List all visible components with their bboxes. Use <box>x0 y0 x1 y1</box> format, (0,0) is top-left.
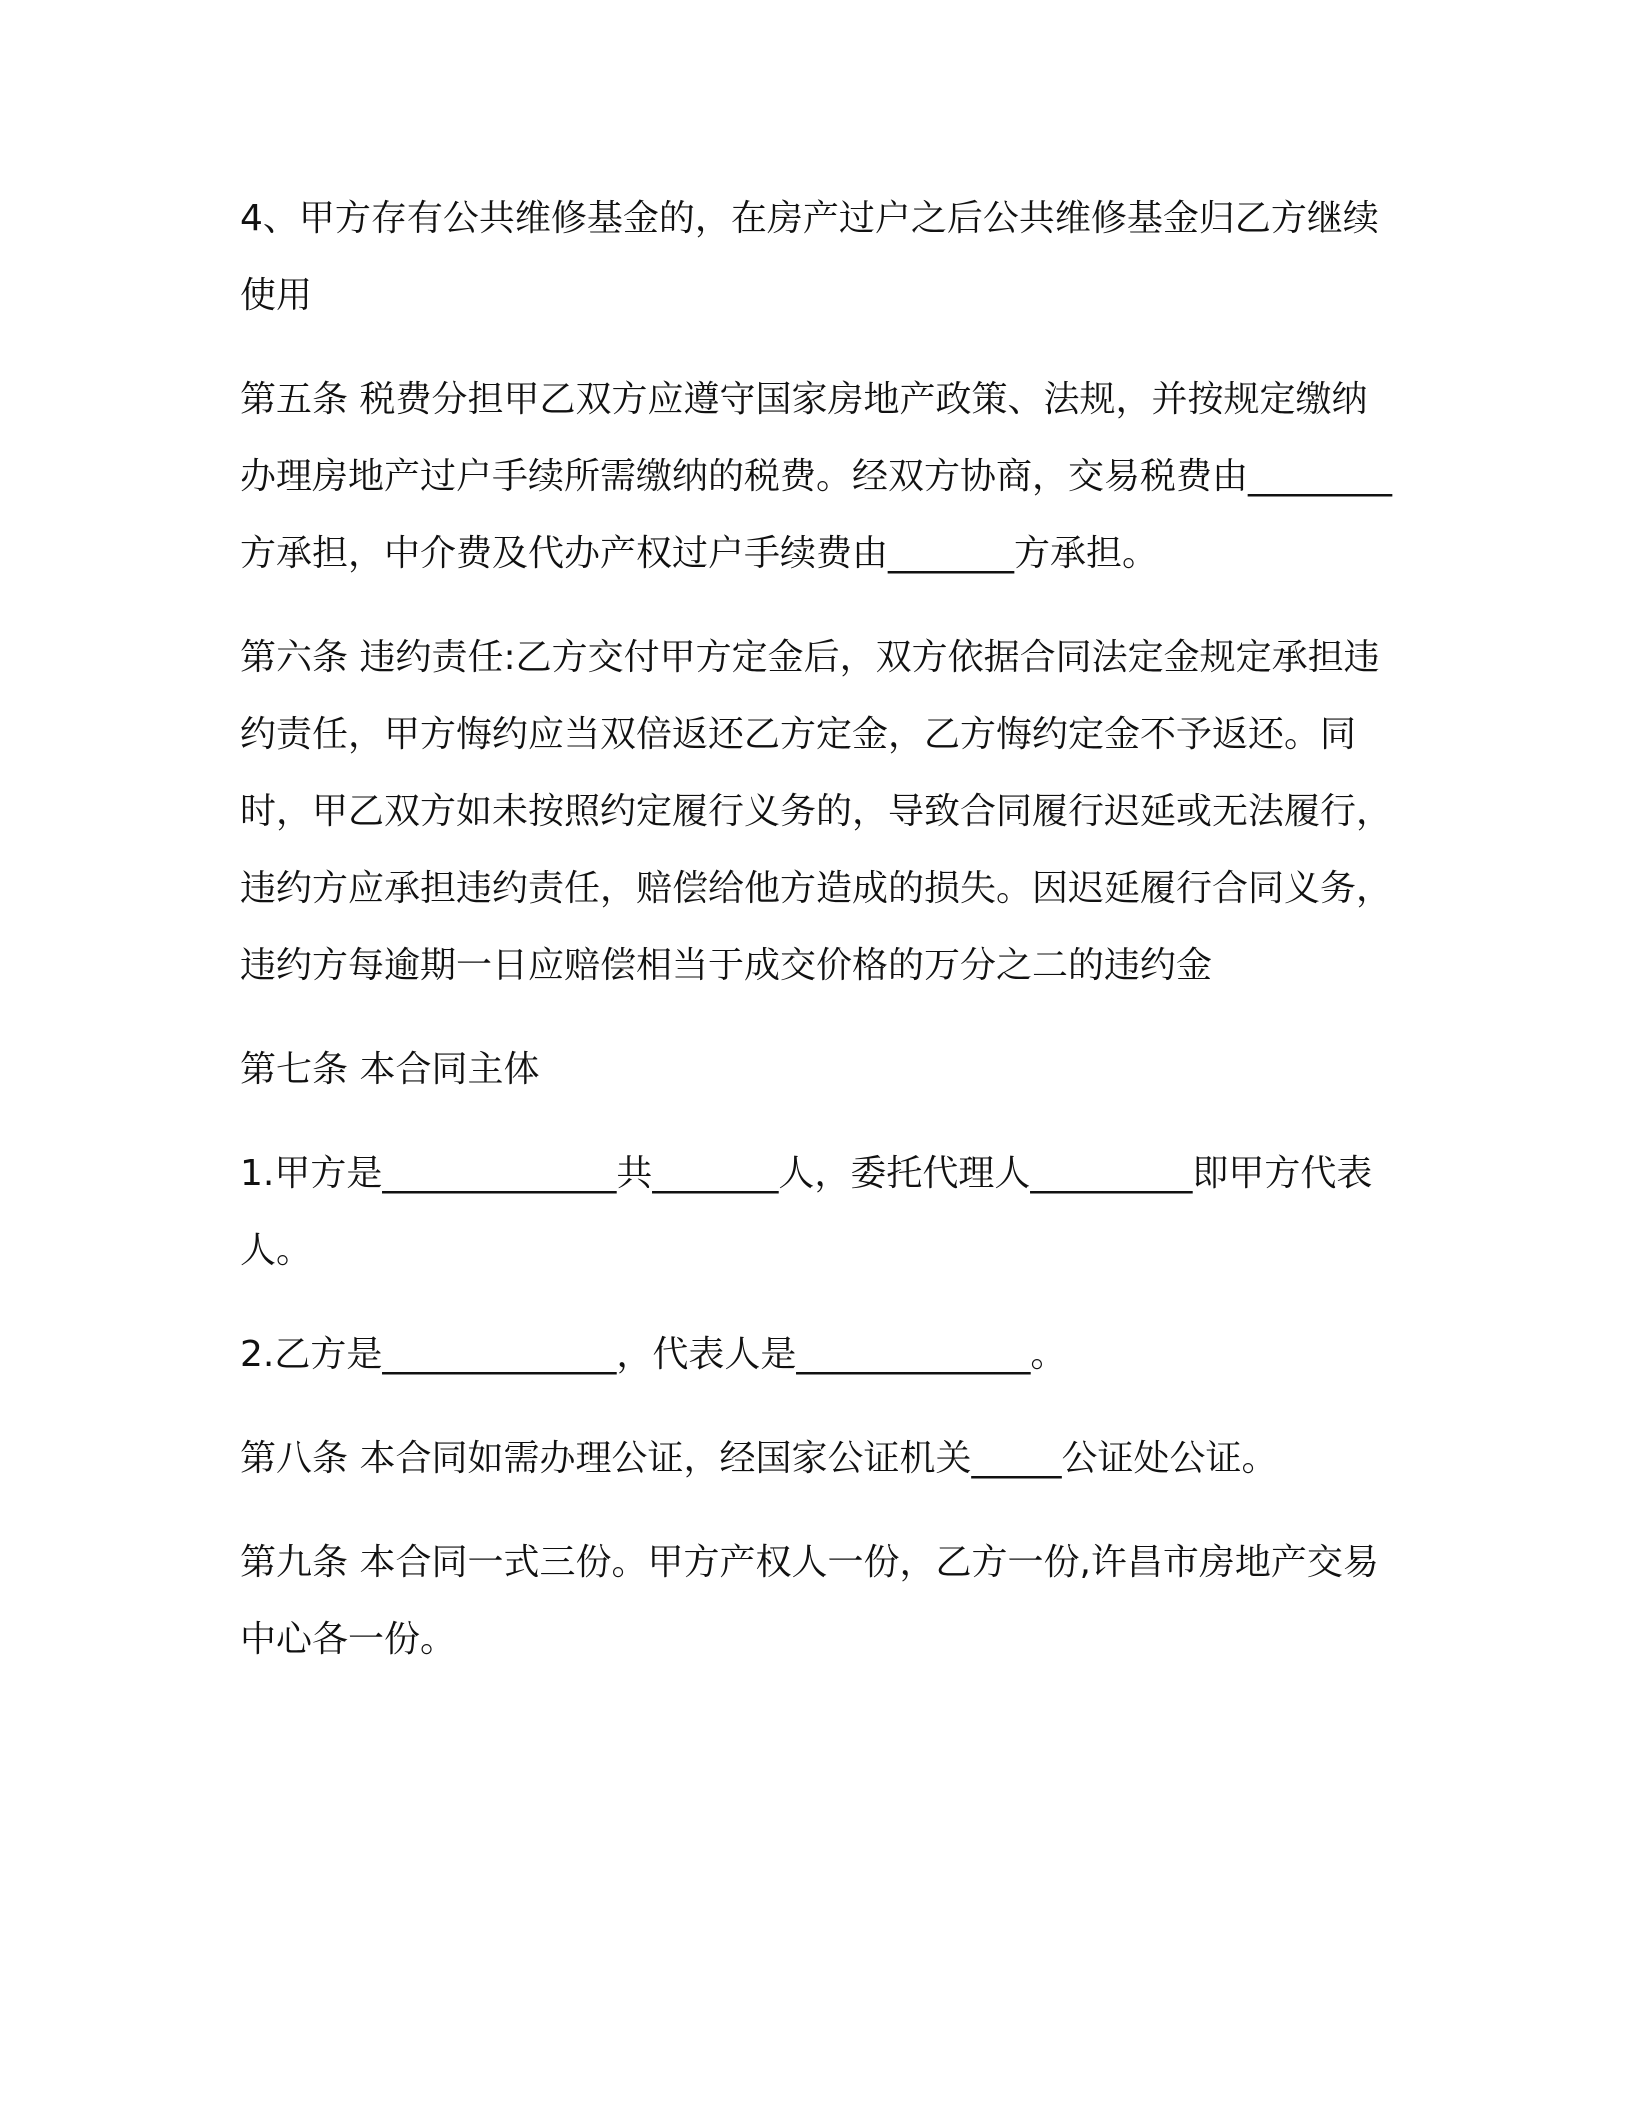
party-b-line: 2.乙方是_____________，代表人是_____________。 <box>240 1334 1067 1375</box>
article-6-breach-liability: 第六条 违约责任:乙方交付甲方定金后，双方依据合同法定金规定承担违约责任，甲方悔约应当双倍返还乙方定金，乙方悔约定金不予返还。同时，甲乙双方如未按照约定履行义务的，导致合同履行迟延或无法履行，违约方应承担违约责任，赔偿给他方造成的损失。因迟延履行合同义务，违约方每逾期一日应赔偿相当于成交价格的万分之二的违约金 <box>240 637 1393 986</box>
document-body <box>240 180 1400 1705</box>
article-9-copies: 第九条 本合同一式三份。甲方产权人一份，乙方一份,许昌市房地产交易中心各一份。 <box>240 1542 1379 1660</box>
article-7-contract-parties: 第七条 本合同主体 <box>240 1049 540 1090</box>
article-8-notarization: 第八条 本合同如需办理公证，经国家公证机关_____公证处公证。 <box>240 1438 1278 1479</box>
clause-4-maintenance-fund: 4、甲方存有公共维修基金的，在房产过户之后公共维修基金归乙方继续使用 <box>240 198 1379 316</box>
party-a-line: 1.甲方是_____________共_______人，委托代理人_________即甲方代表人。 <box>240 1153 1373 1271</box>
article-5-tax-sharing: 第五条 税费分担甲乙双方应遵守国家房地产政策、法规，并按规定缴纳办理房地产过户手续所需缴纳的税费。经双方协商，交易税费由________方承担，中介费及代办产权过户手续费由_______方承担。 <box>240 379 1393 574</box>
